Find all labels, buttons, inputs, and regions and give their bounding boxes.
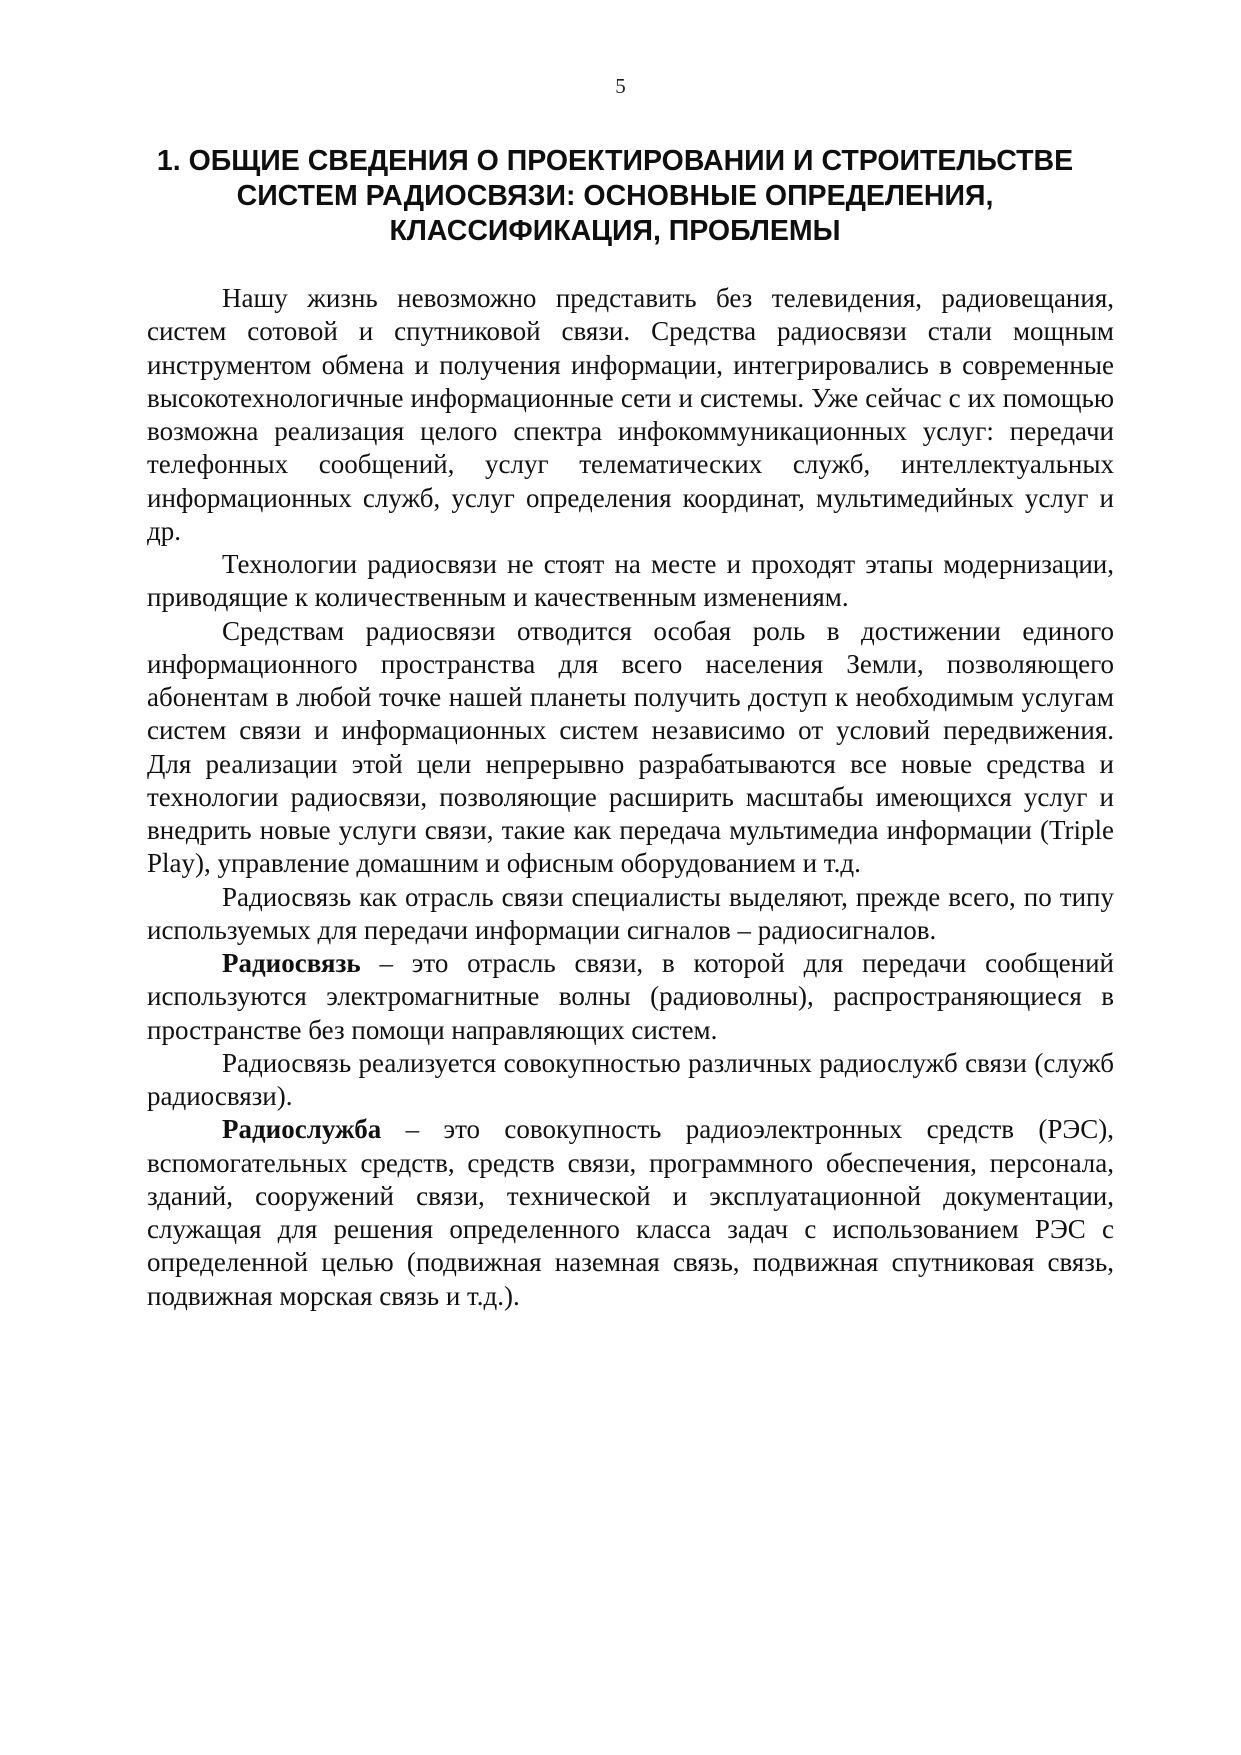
term-radiosluzhba: Радиослужба — [222, 1114, 382, 1145]
page-number: 5 — [615, 74, 626, 98]
paragraph-intro: Нашу жизнь невозможно представить без телевидения, радиовещания, систем сотовой и спутниковой связи. Средства радиосвязи стали мощным инструментом обмена и получения информации, интегрировались в современные высокотехнологичные информационные сети и системы. Уже сейчас с их помощью возможна реализация целого спектра инфокоммуникационных услуг: передачи телефонных сообщений, услуг телематических служб, интеллектуальных информационных служб, услуг определения координат, мультимедийных услуг и др. — [147, 283, 1114, 546]
paragraph-radioservice-definition — [147, 1113, 1114, 1313]
paragraph-radio-definition — [147, 947, 1114, 1047]
paragraph-radio-services: Радиосвязь реализуется совокупностью различных радиослужб связи (служб радиосвязи). — [147, 1047, 1114, 1111]
definition-radiosluzhba: – это совокупность радиоэлектронных средств (РЭС), вспомогательных средств, средств связи, программного обеспечения, персонала, зданий, сооружений связи, технической и эксплуатационной документации, служащая для решения определенного класса задач с использованием РЭС с определенной целью (подвижная наземная связь, подвижная спутниковая связь, подвижная морская связь и т.д.). — [147, 1114, 1114, 1311]
chapter-title — [140, 144, 1090, 249]
term-radiosvyaz: Радиосвязь — [222, 948, 361, 978]
paragraph-radio-as-branch: Радиосвязь как отрасль связи специалисты выделяют, прежде всего, по типу используемых для передачи информации сигналов – радиосигналов. — [147, 881, 1114, 945]
chapter-title-line-3: КЛАССИФИКАЦИЯ, ПРОБЛЕМЫ — [389, 215, 841, 247]
body-text — [147, 282, 1114, 1313]
chapter-title-line-1: 1. ОБЩИЕ СВЕДЕНИЯ О ПРОЕКТИРОВАНИИ И СТРОИТЕЛЬСТВЕ — [156, 145, 1074, 177]
chapter-title-line-2: СИСТЕМ РАДИОСВЯЗИ: ОСНОВНЫЕ ОПРЕДЕЛЕНИЯ, — [236, 180, 994, 212]
paragraph-role: Средствам радиосвязи отводится особая роль в достижении единого информационного пространства для всего населения Земли, позволяющего абонентам в любой точке нашей планеты получить доступ к необходимым услугам систем связи и информационных систем независимо от условий передвижения. Для реализации этой цели непрерывно разрабатываются все новые средства и технологии радиосвязи, позволяющие расширить масштабы имеющихся услуг и внедрить новые услуги связи, такие как передача мультимедиа информации (Triple Play), управление домашним и офисным оборудованием и т.д. — [147, 615, 1114, 879]
paragraph-technologies: Технологии радиосвязи не стоят на месте и проходят этапы модернизации, приводящие к количественным и качественным изменениям. — [147, 549, 1114, 613]
definition-radiosvyaz: – это отрасль связи, в которой для передачи сообщений используются электромагнитные волны (радиоволны), распространяющиеся в пространстве без помощи направляющих систем. — [147, 948, 1114, 1045]
